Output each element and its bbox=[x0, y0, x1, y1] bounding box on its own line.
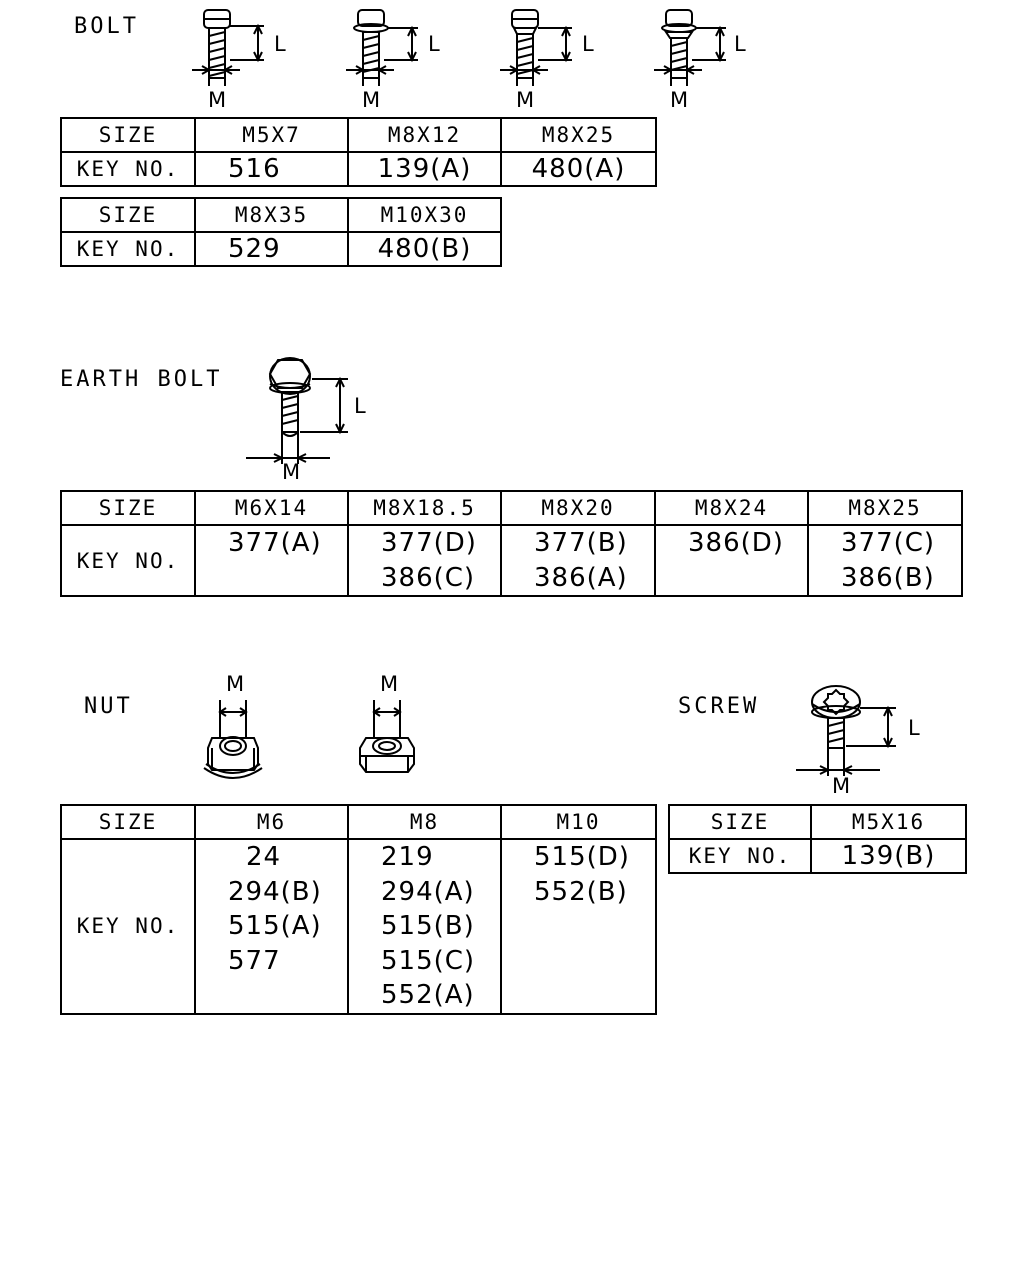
bolt-table-1 bbox=[60, 117, 657, 187]
bolt-3-dim-l: L bbox=[582, 32, 594, 56]
key-no-value: 24 bbox=[246, 842, 282, 872]
key-no-value: 377(A) bbox=[228, 528, 322, 558]
key-no-cell: 480(A) bbox=[501, 152, 656, 186]
size-cell: M8X18.5 bbox=[348, 491, 501, 525]
table-row bbox=[669, 805, 966, 839]
earth-bolt-title: EARTH BOLT bbox=[60, 367, 223, 392]
table-row bbox=[61, 152, 656, 186]
key-no-header: KEY NO. bbox=[61, 152, 195, 186]
size-cell: M5X7 bbox=[195, 118, 348, 152]
table-row bbox=[61, 118, 656, 152]
key-no-value: 377(B) bbox=[534, 528, 628, 558]
nut-title: NUT bbox=[84, 694, 133, 719]
key-no-cell bbox=[195, 839, 348, 1014]
key-no-value: 219 bbox=[381, 842, 434, 872]
nut-1-dim-m: M bbox=[226, 672, 245, 696]
nut-2-dim-m: M bbox=[380, 672, 399, 696]
table-row bbox=[61, 198, 501, 232]
key-no-value: 552(A) bbox=[381, 980, 475, 1010]
key-no-cell: 516 bbox=[195, 152, 348, 186]
bolt-4-dim-m: M bbox=[670, 88, 689, 112]
bolt-1-dim-l: L bbox=[274, 32, 286, 56]
size-cell: M8X20 bbox=[501, 491, 655, 525]
size-cell: M8X35 bbox=[195, 198, 348, 232]
key-no-value: 552(B) bbox=[534, 876, 628, 907]
key-no-cell: 139(B) bbox=[811, 839, 966, 873]
table-row bbox=[669, 839, 966, 873]
key-no-header: KEY NO. bbox=[669, 839, 811, 873]
key-no-value: 577 bbox=[228, 945, 281, 976]
bolt-1-dim-m: M bbox=[208, 88, 227, 112]
key-no-cell bbox=[655, 525, 808, 596]
key-no-value: 515(A) bbox=[228, 911, 322, 941]
screw-title: SCREW bbox=[678, 694, 760, 719]
key-no-value: 377(C) bbox=[841, 528, 936, 558]
bolt-title: BOLT bbox=[74, 14, 139, 39]
table-row bbox=[61, 232, 501, 266]
earth-bolt-dim-l: L bbox=[354, 394, 366, 418]
screw-table bbox=[668, 804, 967, 874]
size-cell: M8X25 bbox=[808, 491, 962, 525]
bolt-table-2 bbox=[60, 197, 502, 267]
bolt-3-dim-m: M bbox=[516, 88, 535, 112]
size-cell: M8 bbox=[348, 805, 501, 839]
size-cell: M8X12 bbox=[348, 118, 501, 152]
size-header: SIZE bbox=[61, 118, 195, 152]
bolt-2-dim-m: M bbox=[362, 88, 381, 112]
size-cell: M6X14 bbox=[195, 491, 348, 525]
nut-table bbox=[60, 804, 657, 1015]
size-cell: M8X24 bbox=[655, 491, 808, 525]
key-no-cell: 139(A) bbox=[348, 152, 501, 186]
size-cell: M10X30 bbox=[348, 198, 501, 232]
bolt-drawing-1 bbox=[190, 6, 300, 116]
bolt-4-dim-l: L bbox=[734, 32, 746, 56]
key-no-cell: 480(B) bbox=[348, 232, 501, 266]
key-no-cell bbox=[348, 839, 501, 1014]
size-header: SIZE bbox=[669, 805, 811, 839]
key-no-value: 294(A) bbox=[381, 876, 475, 907]
key-no-value: 386(C) bbox=[381, 562, 476, 593]
key-no-value: 386(B) bbox=[841, 562, 935, 593]
size-header: SIZE bbox=[61, 805, 195, 839]
earth-bolt-table bbox=[60, 490, 963, 597]
key-no-cell bbox=[195, 525, 348, 596]
size-header: SIZE bbox=[61, 198, 195, 232]
table-row bbox=[61, 805, 656, 839]
key-no-header: KEY NO. bbox=[61, 525, 195, 596]
size-cell: M6 bbox=[195, 805, 348, 839]
key-no-value: 377(D) bbox=[381, 528, 477, 558]
key-no-value: 294(B) bbox=[228, 876, 322, 907]
earth-bolt-dim-m: M bbox=[282, 460, 301, 484]
key-no-value: 515(D) bbox=[534, 842, 630, 872]
table-row bbox=[61, 525, 962, 596]
bolt-2-dim-l: L bbox=[428, 32, 440, 56]
size-header: SIZE bbox=[61, 491, 195, 525]
flange-nut-drawing bbox=[200, 698, 270, 788]
bolt-drawing-2 bbox=[344, 6, 454, 116]
screw-dim-l: L bbox=[908, 716, 920, 740]
size-cell: M10 bbox=[501, 805, 656, 839]
size-cell: M8X25 bbox=[501, 118, 656, 152]
key-no-cell bbox=[501, 525, 655, 596]
key-no-value: 515(B) bbox=[381, 911, 475, 941]
hex-nut-drawing bbox=[354, 698, 424, 788]
earth-bolt-drawing bbox=[244, 354, 374, 484]
table-row bbox=[61, 491, 962, 525]
table-row bbox=[61, 839, 656, 1014]
key-no-cell: 529 bbox=[195, 232, 348, 266]
key-no-header: KEY NO. bbox=[61, 839, 195, 1014]
bolt-drawing-4 bbox=[652, 6, 762, 116]
bolt-drawing-3 bbox=[498, 6, 608, 116]
key-no-value: 515(C) bbox=[381, 945, 476, 976]
key-no-value: 386(A) bbox=[534, 562, 628, 593]
screw-dim-m: M bbox=[832, 774, 851, 798]
key-no-cell bbox=[348, 525, 501, 596]
key-no-cell bbox=[808, 525, 962, 596]
key-no-value: 386(D) bbox=[688, 528, 784, 558]
key-no-cell bbox=[501, 839, 656, 1014]
size-cell: M5X16 bbox=[811, 805, 966, 839]
key-no-header: KEY NO. bbox=[61, 232, 195, 266]
